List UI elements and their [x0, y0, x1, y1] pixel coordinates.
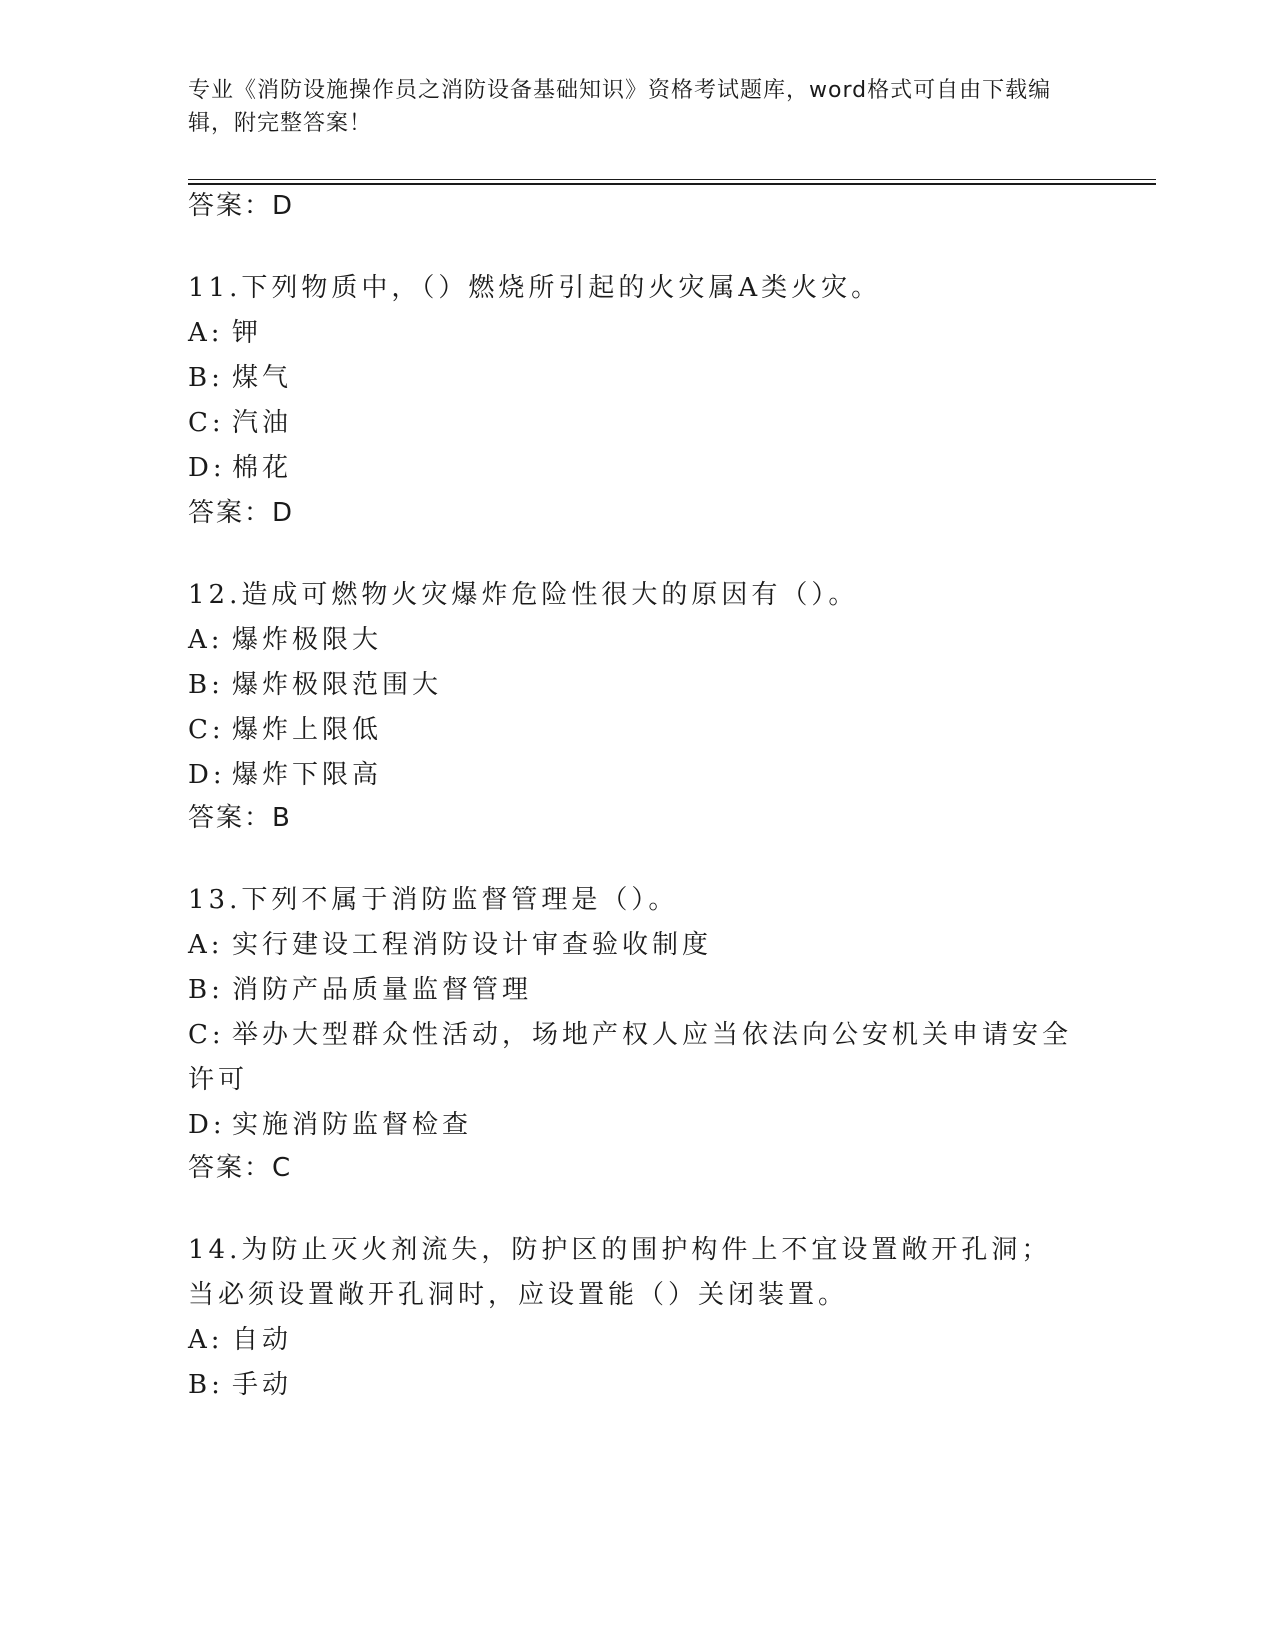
option-text: 爆炸极限大: [232, 625, 383, 655]
question-12-option-b: [188, 663, 1078, 708]
header-rule-thick: [188, 183, 1156, 185]
question-14-option-a: [188, 1318, 1078, 1363]
option-letter: B:: [188, 363, 224, 393]
option-letter: D:: [188, 760, 226, 790]
header-rule-thin: [188, 179, 1156, 180]
question-14-text: 14.为防止灭火剂流失，防护区的围护构件上不宜设置敞开孔洞；当必须设置敞开孔洞时，应设置能（）关闭装置。: [188, 1235, 1052, 1310]
question-13-option-b: [188, 968, 1078, 1013]
option-letter: C:: [188, 715, 225, 745]
answer-13: 答案：C: [188, 1153, 293, 1183]
option-letter: B:: [188, 975, 224, 1005]
option-letter: C:: [188, 1020, 225, 1050]
option-letter: A:: [188, 318, 224, 348]
question-11-option-a: [188, 311, 1078, 356]
option-text: 煤气: [232, 363, 293, 393]
question-11-option-b: [188, 356, 1078, 401]
question-13-text: 13.下列不属于消防监督管理是（）。: [188, 885, 679, 915]
option-letter: D:: [188, 1110, 226, 1140]
option-text: 消防产品质量监督管理: [232, 975, 533, 1005]
option-text: 爆炸下限高: [232, 760, 383, 790]
option-text: 钾: [232, 318, 263, 348]
option-text: 汽油: [232, 408, 293, 438]
question-12-option-c: [188, 708, 1078, 753]
option-text: 实行建设工程消防设计审查验收制度: [232, 930, 713, 960]
option-text: 棉花: [232, 453, 293, 483]
option-text: 实施消防监督检查: [232, 1110, 473, 1140]
question-11-text: 11.下列物质中，（）燃烧所引起的火灾属A类火灾。: [188, 273, 882, 303]
question-12-option-a: [188, 618, 1078, 663]
answer-11: 答案：D: [188, 498, 295, 528]
question-14-option-b: [188, 1363, 1078, 1408]
option-text: 爆炸上限低: [232, 715, 383, 745]
question-13-option-c: [188, 1013, 1078, 1103]
option-letter: A:: [188, 1325, 224, 1355]
option-letter: A:: [188, 625, 224, 655]
option-text: 自动: [232, 1325, 293, 1355]
document-header: 专业《消防设施操作员之消防设备基础知识》资格考试题库，word格式可自由下载编辑，附完整答案！: [188, 78, 1052, 136]
option-letter: B:: [188, 1370, 224, 1400]
question-11-option-c: [188, 401, 1078, 446]
option-text: 手动: [232, 1370, 293, 1400]
answer-10: 答案：D: [188, 191, 295, 221]
option-letter: B:: [188, 670, 224, 700]
answer-12: 答案：B: [188, 803, 292, 833]
question-14: [188, 1228, 1078, 1408]
option-letter: D:: [188, 453, 226, 483]
option-text: 举办大型群众性活动，场地产权人应当依法向公安机关申请安全许可: [188, 1020, 1073, 1095]
question-13: [188, 878, 1078, 1148]
question-13-option-d: [188, 1103, 1078, 1148]
option-text: 爆炸极限范围大: [232, 670, 443, 700]
question-11: [188, 266, 1078, 491]
question-13-option-a: [188, 923, 1078, 968]
question-12-option-d: [188, 753, 1078, 798]
question-12: [188, 573, 1078, 798]
question-12-text: 12.造成可燃物火灾爆炸危险性很大的原因有（）。: [188, 580, 859, 610]
option-letter: C:: [188, 408, 225, 438]
option-letter: A:: [188, 930, 224, 960]
question-11-option-d: [188, 446, 1078, 491]
